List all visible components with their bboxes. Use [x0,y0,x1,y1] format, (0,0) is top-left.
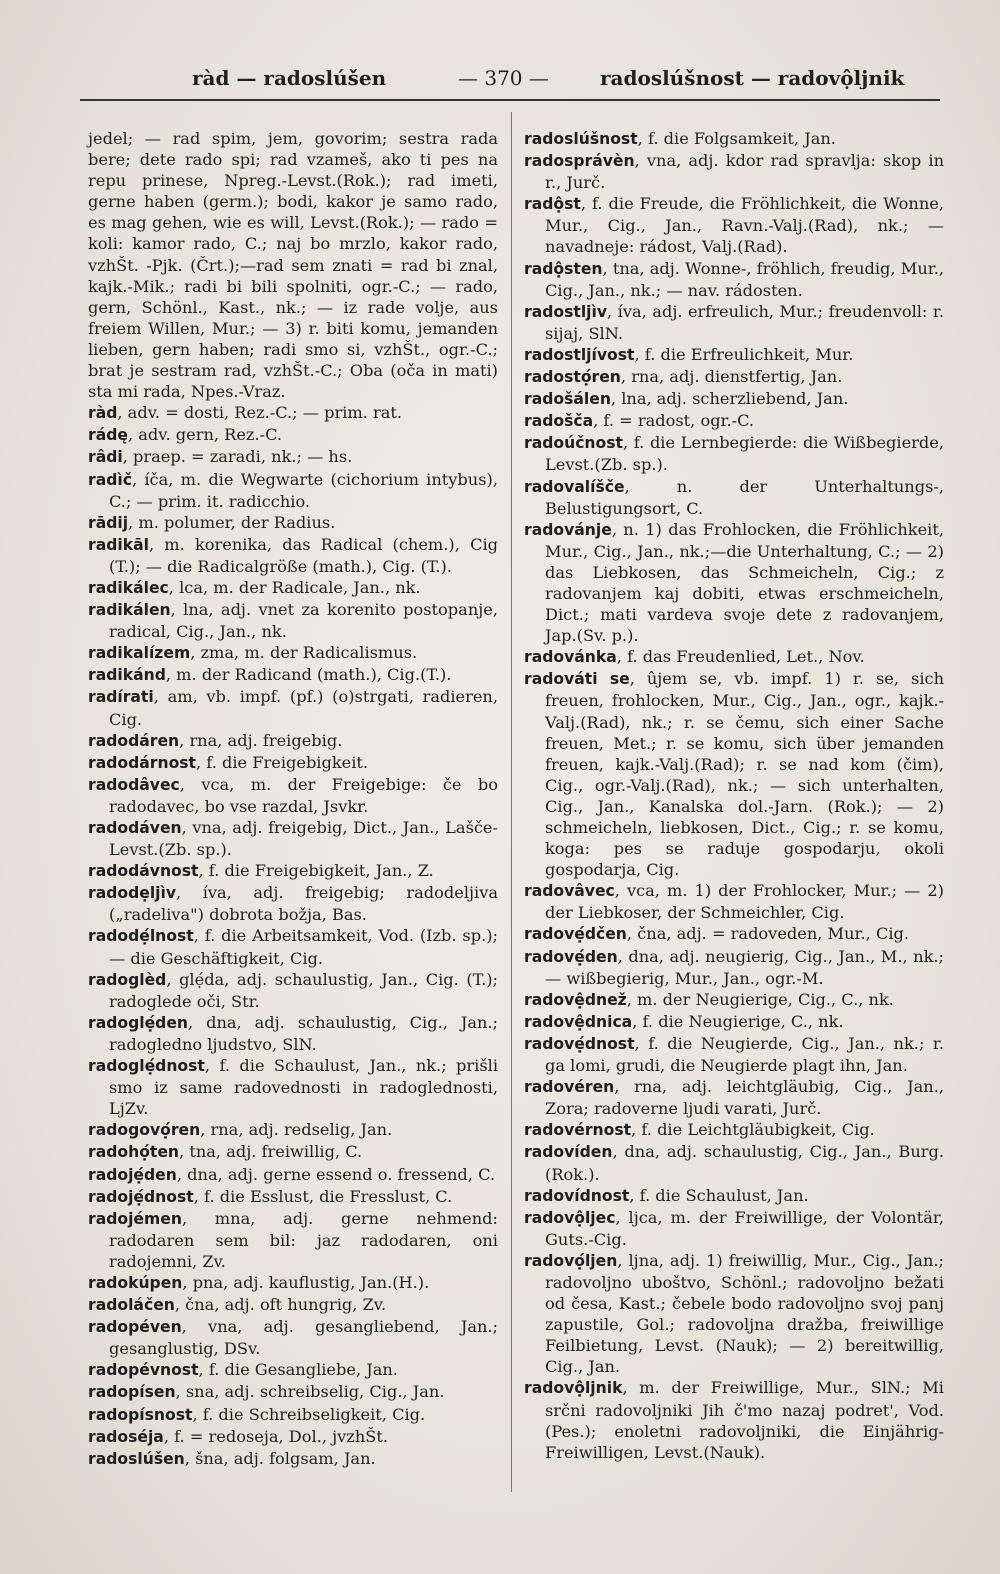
entry-headword: radovẹ́den [524,947,618,966]
dictionary-entry [524,989,944,1011]
entry-definition: , dna, adj. gerne essend o. fressend, C. [176,1164,496,1184]
header-left-guide-words: ràd — radoslúšen [192,66,387,90]
dictionary-entry [524,1207,944,1250]
entry-headword: radovộljnik [524,1379,623,1398]
dictionary-entry [524,519,944,647]
dictionary-entry [524,668,944,880]
dictionary-entry [88,664,498,686]
dictionary-entry [524,1076,944,1119]
dictionary-entry [524,344,944,366]
entry-definition: , f. = radost, ogr.-C. [593,411,755,431]
entry-definition: , adv. = dosti, Rez.-C.; — prim. rat. [117,403,403,423]
dictionary-entry [524,193,944,257]
entry-headword: radodẹ́lnost [88,927,194,946]
entry-headword: ràd [88,404,118,423]
entry-definition: , f. die Freude, die Fröhlichkeit, die Wonne, Mur., Cig., Jan., Ravn.-Valj.(Rad), nk.; — navadneje: rádost, Valj.(Rad). [545,194,944,257]
entry-definition: , f. die Freigebigkeit, Jan., Z. [198,861,434,881]
dictionary-entry [88,1012,498,1055]
dictionary-entry [88,1186,498,1208]
entry-definition: , ûjem se, vb. impf. 1) r. se, sich freuen, frohlocken, Mur., Cig., Jan., ogr., kajk.-Valj.(Rad), nk.; r. se čemu, sich einer Sache freuen, Met.; r. se komu, sich über jemanden freuen, kajk.-Valj.(Rad); r. se nad kom (čim), Cig., ogr.-Valj.(Rad), nk.; — sich unterhalten, Cig., Jan., Kanalska dol.-Jarn. (Rok.); — 2) schmeicheln, liebkosen, Dict., Cig.; r. se komu, koga: pes se raduje gospodarju, okoli gospodarja, Cig. [545,669,944,880]
entry-headword: radikánd [88,666,166,685]
entry-definition: , ljna, adj. 1) freiwillig, Mur., Cig., Jan.; radovoljno uboštvo, Schönl.; radovoljno bežati od česa, Kast.; čebele bodo radovoljno svoj panj zapustile, Gol.; radovoljna dražba, freiwillige Feilbietung, Levst. (Nauk); — 2) bereitwillig, Cig., Jan. [545,1250,944,1377]
entry-headword: radikálen [88,601,171,620]
dictionary-entry [524,1377,944,1462]
entry-headword: rādij [88,513,129,532]
entry-headword: radovẹ́dčen [524,925,627,944]
entry-headword: radovâvec [524,882,615,901]
dictionary-entry [524,1141,944,1184]
entry-definition: , n. 1) das Frohlocken, die Fröhlichkeit, Mur., Cig., Jan., nk.;—die Unterhaltung, C.; — 2) das Liebkosen, das Schmeicheln, Cig.; z radovanjem kaj dobiti, etwas erschmeicheln, Dict.; mati vardeva svoje dete z radovanjem, Jap.(Sv. p.). [545,519,944,646]
entry-definition: , n. der Unterhaltungs-, Belustigungsort, C. [545,476,944,518]
entry-definition: , lca, m. der Radicale, Jan., nk. [168,577,421,597]
dictionary-entry [88,512,498,534]
dictionary-entry [524,646,944,668]
entry-definition: , rna, adj. freigebig. [179,730,343,750]
entry-headword: radovalíšče [524,477,625,496]
dictionary-entry [88,1381,498,1403]
entry-headword: radovánka [524,648,617,667]
entry-definition: , adv. gern, Rez.-C. [127,425,283,445]
entry-definition: , m. der Radicand (math.), Cig.(T.). [165,665,452,685]
dictionary-entry [524,1185,944,1207]
dictionary-entry [524,150,944,193]
entry-headword: radovộljec [524,1208,616,1227]
dictionary-entry [88,577,498,599]
entry-definition: , lna, adj. scherzliebend, Jan. [610,389,849,409]
entry-headword: radikāl [88,535,149,554]
dictionary-entry [88,424,498,446]
dictionary-entry [524,1250,944,1378]
dictionary-entry [524,880,944,923]
entry-definition: , dna, adj. neugierig, Cig., Jan., M., nk.; — wißbegierig, Mur., Jan., ogr.-M. [545,946,944,988]
dictionary-entry [88,599,498,642]
dictionary-entry [88,1359,498,1381]
entry-headword: radopísen [88,1383,176,1402]
entry-headword: radopísnost [88,1405,193,1424]
entry-definition: , pna, adj. kauflustig, Jan.(H.). [182,1272,430,1292]
dictionary-entry [524,923,944,945]
entry-headword: radopévnost [88,1361,199,1380]
dictionary-entry [88,1055,498,1119]
entry-headword: radodáren [88,731,180,750]
entry-headword: radostljìv [524,302,608,321]
entry-definition: , ljca, m. der Freiwillige, der Volontär, Guts.-Cig. [545,1207,944,1249]
dictionary-entry [88,402,498,424]
dictionary-entry [88,882,498,925]
dictionary-entry [88,730,498,752]
entry-definition: , f. die Schaulust, Jan., nk.; prišli smo iz same radovednosti in radoglednosti, LjZv. [109,1056,498,1119]
entry-definition: , vna, adj. gesangliebend, Jan.; gesanglustig, DSv. [109,1317,498,1359]
entry-headword: radikálec [88,578,169,597]
entry-headword: radoglẹ́dnost [88,1057,205,1076]
dictionary-entry [88,128,498,402]
entry-headword: radovánje [524,520,612,539]
dictionary-entry [88,1426,498,1448]
entry-headword: radộsten [524,259,603,278]
dictionary-entry [88,925,498,968]
entry-headword: radošča [524,412,594,431]
dictionary-entry [524,258,944,301]
entry-headword: radošálen [524,390,611,409]
entry-definition: , m. polumer, der Radius. [128,512,336,532]
entry-headword: radovệdnež [524,990,627,1009]
header-rule [80,99,940,101]
entry-definition: , rna, adj. leichtgläubig, Cig., Jan., Zora; radoverne ljudi varati, Jurč. [545,1077,944,1119]
dictionary-entry [524,476,944,519]
entry-headword: rádę [88,426,128,445]
entry-definition: , šna, adj. folgsam, Jan. [184,1448,376,1468]
dictionary-entry [524,301,944,344]
dictionary-entry [524,128,944,150]
entry-definition: , rna, adj. dienstfertig, Jan. [620,367,843,387]
entry-definition: , íva, adj. freigebig; radodeljiva („radeliva") dobrota božja, Bas. [109,883,498,925]
entry-headword: radovérnost [524,1121,632,1140]
entry-definition: , dna, adj. schaulustig, Cig., Jan., Burg. (Rok.). [545,1142,944,1184]
entry-headword: radojẹ́dnost [88,1187,194,1206]
entry-headword: radìč [88,470,132,489]
entry-definition: , f. die Schreibseligkeit, Cig. [192,1404,426,1424]
entry-definition: jedel; — rad spim, jem, govorim; sestra rada bere; dete rado spi; rad vzameš, ako ti pes na repu prinese, Npreg.-Levst.(Rok.); rad imeti, gerne haben (germ.); bodi, kakor je samo rado, es mag gehen, wie es will, Levst.(Rok.); — rado = koli: kamor rado, C.; naj bo mrzlo, kakor rado, vzhŠt. -Pjk. (Črt.);—rad sem znati = rad bi znal, kajk.-Mik.; radi bi bili spolniti, ogr.-C.; — rado, gern, Schönl., Kast., nk.; — iz rade volje, aus freiem Willen, Mur.; — 3) r. biti komu, jemanden lieben, gern haben; radi smo si, vzhŠt., ogr.-C.; brat je sestram rad, vzhŠt.-C.; Oba (oča in mati) sta mi rada, Npes.-Vraz. [88,129,498,402]
entry-definition: , čna, adj. oft hungrig, Zv. [174,1295,387,1315]
entry-headword: radovẹ́dnost [524,1034,635,1053]
dictionary-entry [88,860,498,882]
entry-headword: radohọ́ten [88,1143,180,1162]
dictionary-entry [88,1448,498,1470]
entry-headword: radoláčen [88,1296,175,1315]
entry-definition: , f. die Schaulust, Jan. [629,1185,809,1205]
dictionary-entry [88,534,498,577]
entry-definition: , zma, m. der Radicalismus. [190,643,418,663]
entry-headword: radováti se [524,670,630,689]
entry-definition: , f. die Arbeitsamkeit, Vod. (Izb. sp.); — die Geschäftigkeit, Cig. [109,926,498,968]
entry-headword: radostljívost [524,345,635,364]
entry-headword: radírati [88,688,154,707]
dictionary-entry [88,642,498,664]
page-number: — 370 — [458,66,549,90]
entry-definition: , čna, adj. = radoveden, Mur., Cig. [626,924,910,944]
entry-headword: radosprávèn [524,152,635,171]
entry-headword: radoglèd [88,970,167,989]
dictionary-entry [88,469,498,512]
entry-headword: radodárnost [88,753,197,772]
entry-definition: , praep. = zaradi, nk.; — hs. [122,447,353,467]
entry-definition: , vca, m. 1) der Frohlocker, Mur.; — 2) der Liebkoser, der Schmeichler, Cig. [545,881,944,923]
entry-definition: , f. die Leichtgläubigkeit, Cig. [631,1120,875,1140]
entry-definition: , vca, m. der Freigebige: če bo radodavec, bo vse razdal, Jsvkr. [109,774,498,816]
dictionary-entry [88,1294,498,1316]
entry-definition: , vna, adj. freigebig, Dict., Jan., Lašče-Levst.(Zb. sp.). [109,818,498,860]
dictionary-entry [88,1119,498,1141]
entry-definition: , lna, adj. vnet za korenito postopanje, radical, Cig., Jan., nk. [109,600,498,642]
running-header [0,66,1000,96]
entry-headword: radovéren [524,1078,615,1097]
dictionary-entry [88,774,498,817]
entry-headword: radovệdnica [524,1012,633,1031]
entry-headword: radojẹ́den [88,1165,177,1184]
entry-definition: , f. die Lernbegierde: die Wißbegierde, Levst.(Zb. sp.). [545,433,944,475]
right-column [524,128,944,1463]
entry-headword: radovíden [524,1143,613,1162]
entry-definition: , mna, adj. gerne nehmend: radodaren sem bil: jaz radodaren, oni radojemni, Zv. [109,1208,498,1271]
header-right-guide-words: radoslúšnost — radovộljnik [600,66,905,90]
entry-definition: , m. korenika, das Radical (chem.), Cig (T.); — die Radicalgröße (math.), Cig. (T.). [109,534,498,576]
entry-definition: , tna, adj. freiwillig, C. [179,1142,363,1162]
entry-headword: radoglẹ́den [88,1013,189,1032]
entry-definition: , glẹ́da, adj. schaulustig, Jan., Cig. (T.); radoglede oči, Str. [109,969,498,1011]
left-column [88,128,498,1470]
entry-headword: radopéven [88,1318,182,1337]
dictionary-entry [524,366,944,388]
dictionary-entry [524,432,944,475]
entry-definition: , f. die Neugierige, C., nk. [632,1011,844,1031]
entry-definition: , f. die Esslust, die Fresslust, C. [193,1186,453,1206]
entry-headword: radovọ́ljen [524,1251,618,1270]
entry-definition: , tna, adj. Wonne-, fröhlich, freudig, Mur., Cig., Jan., nk.; — nav. rádosten. [545,258,944,300]
entry-definition: , vna, adj. kdor rad spravlja: skop in r., Jurč. [545,151,944,193]
dictionary-entry [524,946,944,989]
entry-definition: , m. der Neugierige, Cig., C., nk. [626,989,894,1009]
entry-headword: radodâvec [88,775,180,794]
entry-headword: râdi [88,448,123,467]
entry-definition: , f. die Gesangliebe, Jan. [198,1360,398,1380]
entry-definition: , f. die Neugierde, Cig., Jan., nk.; r. ga lomi, grudi, die Neugierde plagt ihn, Jan. [545,1033,944,1076]
entry-headword: radogovọ́ren [88,1121,201,1140]
entry-headword: radoúčnost [524,434,623,453]
entry-definition: , f. die Erfreulichkeit, Mur. [634,344,854,364]
entry-headword: radostọ́ren [524,368,621,387]
entry-definition: , f. die Freigebigkeit. [196,752,369,772]
dictionary-entry [88,1141,498,1163]
dictionary-entry [88,1164,498,1186]
dictionary-entry [88,446,498,468]
entry-headword: radodávnost [88,862,199,881]
column-divider [511,112,512,1492]
dictionary-entry [88,1208,498,1272]
entry-definition: , f. das Freudenlied, Let., Nov. [616,647,865,667]
dictionary-entry [88,1404,498,1426]
entry-headword: radodẹljìv [88,884,177,903]
entry-definition: , íča, m. die Wegwarte (cichorium intybus), C.; — prim. it. radicchio. [109,469,498,511]
entry-headword: radodáven [88,819,182,837]
dictionary-entry [88,686,498,729]
dictionary-entry [88,1272,498,1294]
entry-definition: , sna, adj. schreibselig, Cig., Jan. [175,1382,445,1402]
dictionary-entry [88,969,498,1012]
entry-headword: radojémen [88,1209,182,1228]
dictionary-entry [88,817,498,860]
dictionary-entry [524,410,944,432]
entry-definition: , dna, adj. schaulustig, Cig., Jan.; radogledno ljudstvo, SlN. [109,1012,498,1054]
entry-headword: radikalízem [88,644,191,663]
entry-definition: , f. die Folgsamkeit, Jan. [637,129,836,148]
entry-definition: , íva, adj. erfreulich, Mur.; freudenvoll: r. sijaj, SlN. [545,301,944,343]
dictionary-entry [524,1119,944,1141]
entry-headword: radoslúšnost [524,130,638,148]
dictionary-entry [524,1011,944,1033]
dictionary-entry [524,388,944,410]
entry-headword: radộst [524,195,581,214]
entry-definition: , am, vb. impf. (pf.) (o)strgati, radieren, Cig. [109,687,498,729]
dictionary-entry [88,1316,498,1359]
entry-definition: , rna, adj. redselig, Jan. [200,1120,393,1140]
entry-headword: radokúpen [88,1273,183,1292]
entry-definition: , m. der Freiwillige, Mur., SlN.; Mi srčni radovoljniki Jih č'mo nazaj podret', Vod.(Pes.); enoletni radovoljniki, die Einjährig-Freiwilligen, Levst.(Nauk). [545,1378,944,1462]
entry-headword: radoslúšen [88,1449,185,1468]
dictionary-entry [88,752,498,774]
dictionary-entry [524,1033,944,1076]
entry-headword: radovídnost [524,1186,630,1205]
entry-definition: , f. = redoseja, Dol., jvzhŠt. [163,1426,389,1446]
entry-headword: radoséja [88,1427,164,1446]
